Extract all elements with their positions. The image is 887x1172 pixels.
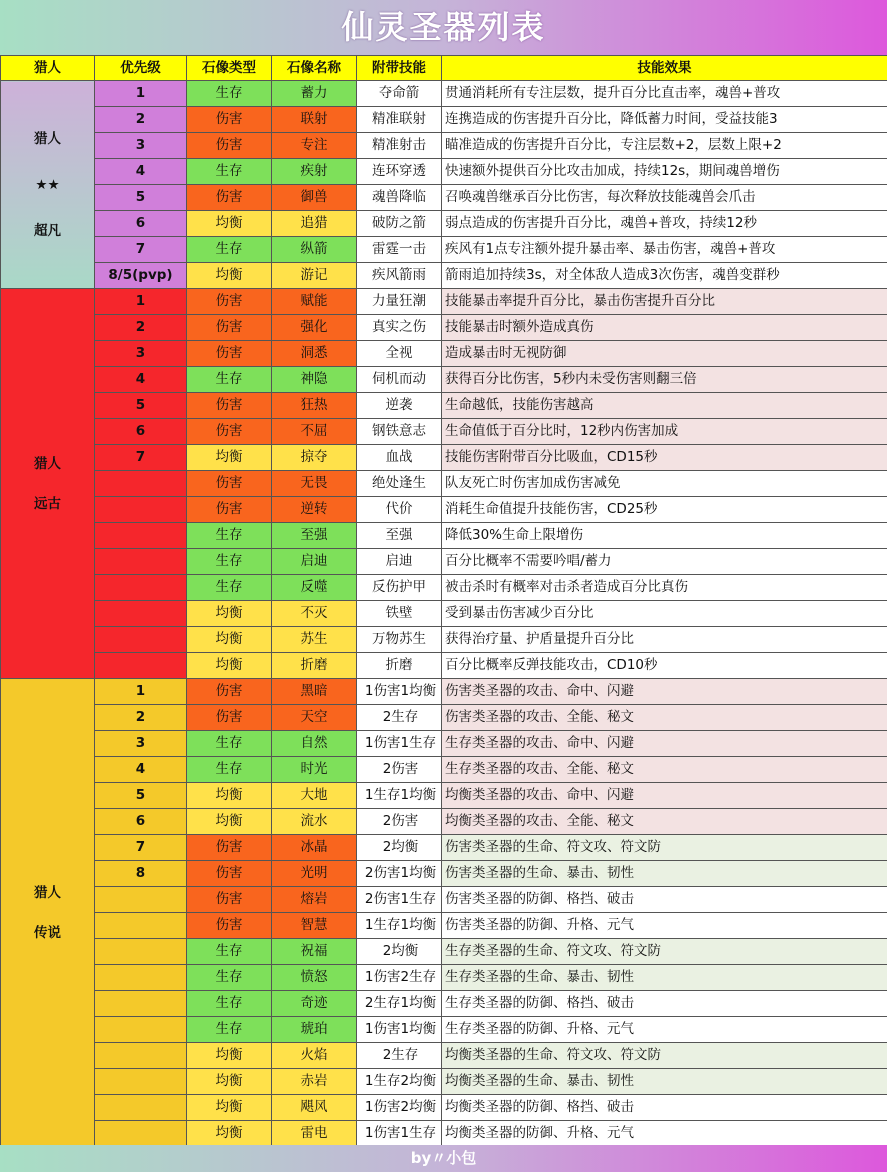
statue-type-cell: 伤害 (187, 471, 272, 497)
header-statue-type: 石像类型 (187, 56, 272, 81)
table-row (1, 1095, 887, 1121)
skill-cell: 夺命箭 (357, 81, 442, 107)
table-row (1, 419, 887, 445)
table-row (1, 133, 887, 159)
effect-cell: 箭雨追加持续3s，对全体敌人造成3次伤害，魂兽变群秒 (442, 263, 887, 289)
statue-type-cell: 均衡 (187, 809, 272, 835)
statue-type-cell: 伤害 (187, 835, 272, 861)
priority-cell: 6 (95, 419, 187, 445)
group-label-line: 远古 (34, 495, 61, 512)
table-row (1, 497, 887, 523)
statue-type-cell: 生存 (187, 939, 272, 965)
skill-cell: 精准射击 (357, 133, 442, 159)
skill-cell: 至强 (357, 523, 442, 549)
table-row (1, 1043, 887, 1069)
group-label-line: 猎人 (34, 884, 61, 901)
skill-cell: 连环穿透 (357, 159, 442, 185)
group-label-line: 传说 (34, 924, 61, 941)
statue-name-cell: 逆转 (272, 497, 357, 523)
table-row (1, 1069, 887, 1095)
table-header-row (1, 56, 887, 81)
statue-name-cell: 不灭 (272, 601, 357, 627)
statue-name-cell: 专注 (272, 133, 357, 159)
effect-cell: 瞄准造成的伤害提升百分比，专注层数+2，层数上限+2 (442, 133, 887, 159)
statue-name-cell: 苏生 (272, 627, 357, 653)
skill-cell: 破防之箭 (357, 211, 442, 237)
statue-type-cell: 生存 (187, 1017, 272, 1043)
effect-cell: 技能暴击时额外造成真伤 (442, 315, 887, 341)
priority-cell (95, 497, 187, 523)
priority-cell: 6 (95, 211, 187, 237)
effect-cell: 疾风有1点专注额外提升暴击率、暴击伤害，魂兽+普攻 (442, 237, 887, 263)
statue-name-cell: 流水 (272, 809, 357, 835)
statue-name-cell: 神隐 (272, 367, 357, 393)
skill-cell: 2均衡 (357, 939, 442, 965)
statue-name-cell: 时光 (272, 757, 357, 783)
statue-type-cell: 伤害 (187, 705, 272, 731)
skill-cell: 启迪 (357, 549, 442, 575)
effect-cell: 贯通消耗所有专注层数，提升百分比直击率，魂兽+普攻 (442, 81, 887, 107)
skill-cell: 2生存 (357, 705, 442, 731)
statue-type-cell: 均衡 (187, 445, 272, 471)
table-row (1, 341, 887, 367)
skill-cell: 1生存1均衡 (357, 783, 442, 809)
header-skill: 附带技能 (357, 56, 442, 81)
statue-name-cell: 无畏 (272, 471, 357, 497)
table-row (1, 393, 887, 419)
group-label-line: 猎人 (34, 455, 61, 472)
effect-cell: 受到暴击伤害减少百分比 (442, 601, 887, 627)
priority-cell (95, 1069, 187, 1095)
statue-type-cell: 生存 (187, 991, 272, 1017)
statue-name-cell: 蓄力 (272, 81, 357, 107)
statue-type-cell: 均衡 (187, 1043, 272, 1069)
table-row (1, 367, 887, 393)
statue-name-cell: 狂热 (272, 393, 357, 419)
skill-cell: 逆袭 (357, 393, 442, 419)
table-row (1, 445, 887, 471)
priority-cell (95, 549, 187, 575)
statue-type-cell: 伤害 (187, 185, 272, 211)
statue-type-cell: 伤害 (187, 107, 272, 133)
statue-type-cell: 均衡 (187, 211, 272, 237)
footer-credit: by〃小包 (0, 1145, 887, 1172)
table-row (1, 887, 887, 913)
statue-name-cell: 火焰 (272, 1043, 357, 1069)
statue-type-cell: 生存 (187, 237, 272, 263)
statue-type-cell: 伤害 (187, 861, 272, 887)
table-row (1, 679, 887, 705)
skill-cell: 2伤害 (357, 809, 442, 835)
table-row (1, 731, 887, 757)
statue-name-cell: 冰晶 (272, 835, 357, 861)
skill-cell: 1伤害1均衡 (357, 679, 442, 705)
statue-name-cell: 自然 (272, 731, 357, 757)
table-row (1, 471, 887, 497)
effect-cell: 伤害类圣器的攻击、命中、闪避 (442, 679, 887, 705)
priority-cell (95, 653, 187, 679)
effect-cell: 造成暴击时无视防御 (442, 341, 887, 367)
statue-type-cell: 伤害 (187, 887, 272, 913)
priority-cell (95, 627, 187, 653)
priority-cell (95, 991, 187, 1017)
effect-cell: 均衡类圣器的攻击、命中、闪避 (442, 783, 887, 809)
group-label-yuan (1, 289, 95, 679)
table-row (1, 185, 887, 211)
skill-cell: 魂兽降临 (357, 185, 442, 211)
statue-name-cell: 赋能 (272, 289, 357, 315)
table-row (1, 653, 887, 679)
statue-type-cell: 生存 (187, 523, 272, 549)
priority-cell: 3 (95, 341, 187, 367)
effect-cell: 消耗生命值提升技能伤害，CD25秒 (442, 497, 887, 523)
statue-type-cell: 伤害 (187, 133, 272, 159)
statue-type-cell: 生存 (187, 757, 272, 783)
group-label-ling (1, 81, 95, 289)
statue-name-cell: 光明 (272, 861, 357, 887)
statue-type-cell: 均衡 (187, 1121, 272, 1147)
skill-cell: 2伤害1均衡 (357, 861, 442, 887)
statue-type-cell: 生存 (187, 81, 272, 107)
skill-cell: 1伤害2均衡 (357, 1095, 442, 1121)
priority-cell: 2 (95, 705, 187, 731)
statue-name-cell: 大地 (272, 783, 357, 809)
priority-cell: 7 (95, 237, 187, 263)
effect-cell: 技能伤害附带百分比吸血，CD15秒 (442, 445, 887, 471)
skill-cell: 雷霆一击 (357, 237, 442, 263)
table-row (1, 835, 887, 861)
group-label-line: 猎人 (34, 130, 61, 147)
skill-cell: 反伤护甲 (357, 575, 442, 601)
header-effect: 技能效果 (442, 56, 887, 81)
priority-cell: 7 (95, 445, 187, 471)
effect-cell: 生存类圣器的防御、格挡、破击 (442, 991, 887, 1017)
statue-type-cell: 伤害 (187, 393, 272, 419)
effect-cell: 连携造成的伤害提升百分比，降低蓄力时间，受益技能3 (442, 107, 887, 133)
group-label-line: ★★ (35, 176, 60, 193)
table-row (1, 107, 887, 133)
statue-name-cell: 愤怒 (272, 965, 357, 991)
header-hunter: 猎人 (1, 56, 95, 81)
priority-cell: 5 (95, 393, 187, 419)
effect-cell: 伤害类圣器的防御、格挡、破击 (442, 887, 887, 913)
table-row (1, 913, 887, 939)
table-row (1, 601, 887, 627)
skill-cell: 2伤害 (357, 757, 442, 783)
effect-cell: 百分比概率反弹技能攻击，CD10秒 (442, 653, 887, 679)
statue-type-cell: 伤害 (187, 341, 272, 367)
skill-cell: 1生存2均衡 (357, 1069, 442, 1095)
effect-cell: 生命值低于百分比时，12秒内伤害加成 (442, 419, 887, 445)
statue-name-cell: 游记 (272, 263, 357, 289)
priority-cell: 5 (95, 783, 187, 809)
statue-name-cell: 疾射 (272, 159, 357, 185)
skill-cell: 折磨 (357, 653, 442, 679)
statue-name-cell: 御兽 (272, 185, 357, 211)
priority-cell: 4 (95, 757, 187, 783)
effect-cell: 百分比概率不需要吟唱/蓄力 (442, 549, 887, 575)
priority-cell (95, 1043, 187, 1069)
effect-cell: 召唤魂兽继承百分比伤害，每次释放技能魂兽会爪击 (442, 185, 887, 211)
skill-cell: 2生存1均衡 (357, 991, 442, 1017)
statue-name-cell: 熔岩 (272, 887, 357, 913)
table-row (1, 575, 887, 601)
statue-name-cell: 启迪 (272, 549, 357, 575)
priority-cell (95, 1017, 187, 1043)
effect-cell: 降低30%生命上限增伤 (442, 523, 887, 549)
skill-cell: 2伤害1生存 (357, 887, 442, 913)
statue-type-cell: 伤害 (187, 289, 272, 315)
skill-cell: 钢铁意志 (357, 419, 442, 445)
priority-cell (95, 965, 187, 991)
statue-type-cell: 生存 (187, 367, 272, 393)
effect-cell: 获得治疗量、护盾量提升百分比 (442, 627, 887, 653)
table-row (1, 523, 887, 549)
table-row (1, 939, 887, 965)
artifact-table (0, 55, 887, 1147)
table-row (1, 263, 887, 289)
priority-cell: 3 (95, 133, 187, 159)
priority-cell (95, 913, 187, 939)
skill-cell: 2均衡 (357, 835, 442, 861)
header-priority: 优先级 (95, 56, 187, 81)
priority-cell: 3 (95, 731, 187, 757)
priority-cell: 2 (95, 107, 187, 133)
statue-type-cell: 均衡 (187, 1069, 272, 1095)
statue-type-cell: 均衡 (187, 783, 272, 809)
skill-cell: 1伤害1生存 (357, 731, 442, 757)
effect-cell: 均衡类圣器的防御、升格、元气 (442, 1121, 887, 1147)
table-row (1, 783, 887, 809)
effect-cell: 伤害类圣器的生命、符文攻、符文防 (442, 835, 887, 861)
statue-type-cell: 生存 (187, 575, 272, 601)
table-row (1, 237, 887, 263)
table-row (1, 861, 887, 887)
statue-type-cell: 生存 (187, 159, 272, 185)
statue-type-cell: 伤害 (187, 315, 272, 341)
skill-cell: 万物苏生 (357, 627, 442, 653)
priority-cell: 4 (95, 159, 187, 185)
effect-cell: 伤害类圣器的生命、暴击、韧性 (442, 861, 887, 887)
effect-cell: 队友死亡时伤害加成伤害减免 (442, 471, 887, 497)
statue-name-cell: 掠夺 (272, 445, 357, 471)
statue-type-cell: 伤害 (187, 913, 272, 939)
effect-cell: 被击杀时有概率对击杀者造成百分比真伤 (442, 575, 887, 601)
effect-cell: 均衡类圣器的生命、暴击、韧性 (442, 1069, 887, 1095)
statue-name-cell: 赤岩 (272, 1069, 357, 1095)
effect-cell: 生存类圣器的生命、暴击、韧性 (442, 965, 887, 991)
effect-cell: 生存类圣器的攻击、命中、闪避 (442, 731, 887, 757)
priority-cell (95, 1121, 187, 1147)
statue-name-cell: 天空 (272, 705, 357, 731)
effect-cell: 伤害类圣器的攻击、全能、秘文 (442, 705, 887, 731)
statue-type-cell: 伤害 (187, 419, 272, 445)
priority-cell: 1 (95, 289, 187, 315)
table-row (1, 991, 887, 1017)
priority-cell (95, 575, 187, 601)
statue-name-cell: 祝福 (272, 939, 357, 965)
effect-cell: 弱点造成的伤害提升百分比，魂兽+普攻，持续12秒 (442, 211, 887, 237)
statue-name-cell: 联射 (272, 107, 357, 133)
priority-cell: 7 (95, 835, 187, 861)
skill-cell: 2生存 (357, 1043, 442, 1069)
statue-name-cell: 奇迹 (272, 991, 357, 1017)
statue-type-cell: 生存 (187, 965, 272, 991)
table-row (1, 1121, 887, 1147)
statue-type-cell: 均衡 (187, 627, 272, 653)
skill-cell: 铁壁 (357, 601, 442, 627)
statue-name-cell: 黑暗 (272, 679, 357, 705)
group-label-line: 超凡 (34, 222, 61, 239)
effect-cell: 快速额外提供百分比攻击加成，持续12s，期间魂兽增伤 (442, 159, 887, 185)
table-row (1, 315, 887, 341)
statue-name-cell: 雷电 (272, 1121, 357, 1147)
table-row (1, 1017, 887, 1043)
priority-cell: 2 (95, 315, 187, 341)
statue-name-cell: 折磨 (272, 653, 357, 679)
statue-type-cell: 均衡 (187, 1095, 272, 1121)
priority-cell: 1 (95, 679, 187, 705)
skill-cell: 1伤害1生存 (357, 1121, 442, 1147)
statue-name-cell: 飓风 (272, 1095, 357, 1121)
statue-type-cell: 均衡 (187, 263, 272, 289)
table-row (1, 549, 887, 575)
priority-cell: 8/5(pvp) (95, 263, 187, 289)
statue-name-cell: 琥珀 (272, 1017, 357, 1043)
page-title: 仙灵圣器列表 (0, 0, 887, 55)
skill-cell: 1伤害1均衡 (357, 1017, 442, 1043)
effect-cell: 均衡类圣器的防御、格挡、破击 (442, 1095, 887, 1121)
skill-cell: 代价 (357, 497, 442, 523)
skill-cell: 伺机而动 (357, 367, 442, 393)
effect-cell: 技能暴击率提升百分比，暴击伤害提升百分比 (442, 289, 887, 315)
skill-cell: 1生存1均衡 (357, 913, 442, 939)
priority-cell (95, 601, 187, 627)
statue-type-cell: 生存 (187, 731, 272, 757)
table-row (1, 705, 887, 731)
skill-cell: 1伤害2生存 (357, 965, 442, 991)
priority-cell (95, 471, 187, 497)
table-row (1, 211, 887, 237)
effect-cell: 均衡类圣器的生命、符文攻、符文防 (442, 1043, 887, 1069)
effect-cell: 生存类圣器的攻击、全能、秘文 (442, 757, 887, 783)
skill-cell: 精准联射 (357, 107, 442, 133)
skill-cell: 绝处逢生 (357, 471, 442, 497)
table-row (1, 757, 887, 783)
priority-cell (95, 939, 187, 965)
statue-name-cell: 强化 (272, 315, 357, 341)
priority-cell: 8 (95, 861, 187, 887)
priority-cell: 5 (95, 185, 187, 211)
header-statue-name: 石像名称 (272, 56, 357, 81)
effect-cell: 获得百分比伤害，5秒内未受伤害则翻三倍 (442, 367, 887, 393)
effect-cell: 均衡类圣器的攻击、全能、秘文 (442, 809, 887, 835)
skill-cell: 力量狂潮 (357, 289, 442, 315)
statue-type-cell: 伤害 (187, 679, 272, 705)
statue-name-cell: 至强 (272, 523, 357, 549)
statue-name-cell: 纵箭 (272, 237, 357, 263)
skill-cell: 疾风箭雨 (357, 263, 442, 289)
statue-type-cell: 均衡 (187, 653, 272, 679)
statue-name-cell: 智慧 (272, 913, 357, 939)
priority-cell: 1 (95, 81, 187, 107)
priority-cell (95, 887, 187, 913)
skill-cell: 全视 (357, 341, 442, 367)
table-row (1, 627, 887, 653)
priority-cell: 4 (95, 367, 187, 393)
table-row (1, 289, 887, 315)
statue-name-cell: 不屈 (272, 419, 357, 445)
effect-cell: 生存类圣器的防御、升格、元气 (442, 1017, 887, 1043)
table-row (1, 159, 887, 185)
statue-name-cell: 追猎 (272, 211, 357, 237)
table-row (1, 809, 887, 835)
skill-cell: 血战 (357, 445, 442, 471)
skill-cell: 真实之伤 (357, 315, 442, 341)
statue-type-cell: 伤害 (187, 497, 272, 523)
table-row (1, 965, 887, 991)
priority-cell: 6 (95, 809, 187, 835)
statue-name-cell: 洞悉 (272, 341, 357, 367)
effect-cell: 生命越低，技能伤害越高 (442, 393, 887, 419)
group-label-chuan (1, 679, 95, 1147)
table-row (1, 81, 887, 107)
effect-cell: 生存类圣器的生命、符文攻、符文防 (442, 939, 887, 965)
statue-type-cell: 均衡 (187, 601, 272, 627)
priority-cell (95, 523, 187, 549)
statue-name-cell: 反噬 (272, 575, 357, 601)
priority-cell (95, 1095, 187, 1121)
statue-type-cell: 生存 (187, 549, 272, 575)
effect-cell: 伤害类圣器的防御、升格、元气 (442, 913, 887, 939)
